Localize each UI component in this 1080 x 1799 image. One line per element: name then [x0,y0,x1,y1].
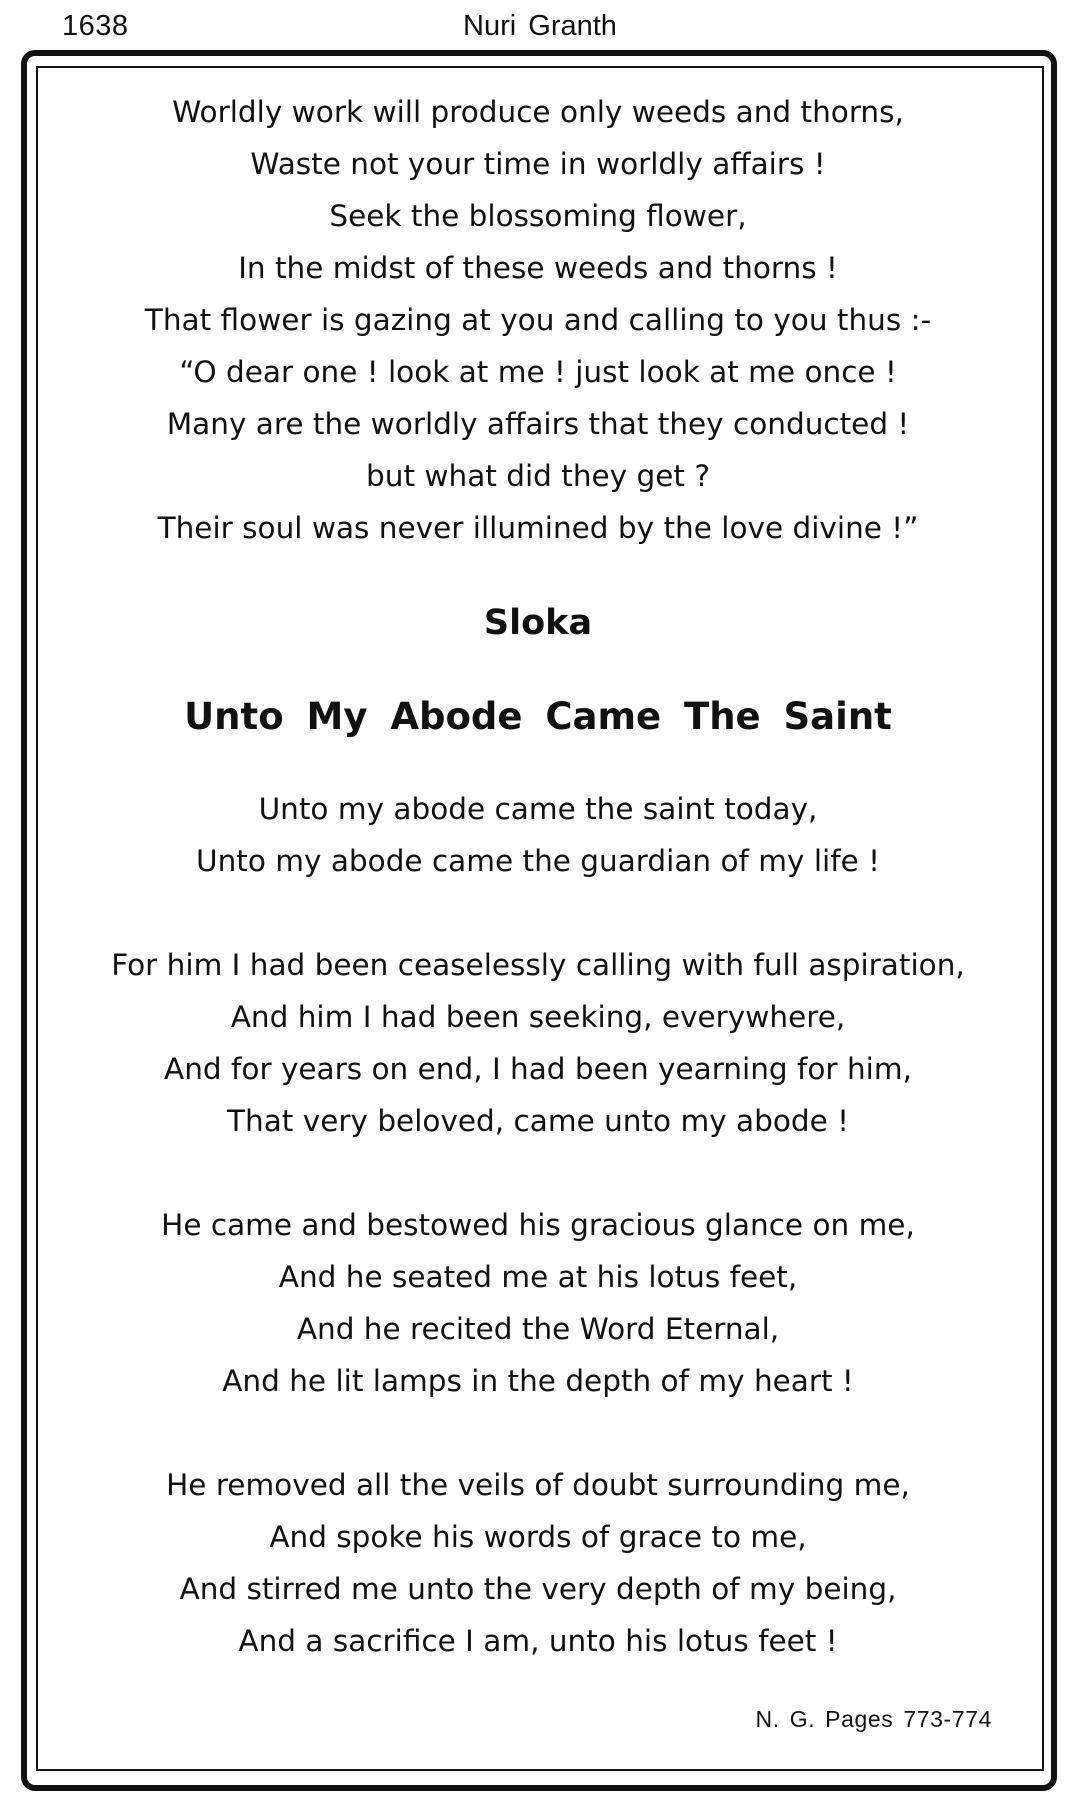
verse-line: For him I had been ceaselessly calling with full aspiration, [111,948,965,982]
source-reference: N. G. Pages 773-774 [755,1706,992,1732]
verse-line: And spoke his words of grace to me, [269,1520,807,1554]
poem-stanza-1 [36,783,1040,887]
verse-line: He came and bestowed his gracious glance on me, [161,1208,915,1242]
poem-stanza-2 [36,939,1040,1147]
running-title: Nuri Granth [463,10,617,42]
verse-line: Many are the worldly affairs that they conducted ! [166,407,910,441]
verse-line: And he recited the Word Eternal, [296,1312,780,1346]
poem-stanza-3 [36,1199,1040,1407]
page-number: 1638 [62,10,129,42]
section-heading: Sloka [483,603,593,643]
verse-line: And for years on end, I had been yearning for him, [164,1052,912,1086]
verse-line: And he lit lamps in the depth of my heart ! [222,1364,854,1398]
verse-line: “O dear one ! look at me ! just look at me once ! [179,355,897,389]
verse-line: That flower is gazing at you and calling to you thus :- [144,303,932,337]
verse-line: Unto my abode came the guardian of my life ! [195,844,880,878]
verse-line: And stirred me unto the very depth of my being, [179,1572,897,1606]
poem-stanza-4 [36,1459,1040,1667]
verse-line: And a sacrifice I am, unto his lotus feet ! [238,1624,838,1658]
verse-line: Waste not your time in worldly affairs ! [250,147,826,181]
verse-line: In the midst of these weeds and thorns ! [238,251,838,285]
verse-line: And he seated me at his lotus feet, [278,1260,798,1294]
verse-line: but what did they get ? [366,459,710,493]
verse-line: And him I had been seeking, everywhere, [230,1000,846,1034]
verse-line: Unto my abode came the saint today, [258,792,818,826]
intro-verse [36,86,1040,554]
page-content [36,66,1040,1667]
verse-line: Worldly work will produce only weeds and thorns, [172,95,904,129]
verse-line: He removed all the veils of doubt surrounding me, [166,1468,910,1502]
verse-line: Their soul was never illumined by the love divine !” [157,511,919,545]
verse-line: Seek the blossoming flower, [329,199,747,233]
verse-line: That very beloved, came unto my abode ! [227,1104,849,1138]
poem-title: Unto My Abode Came The Saint [184,695,892,738]
